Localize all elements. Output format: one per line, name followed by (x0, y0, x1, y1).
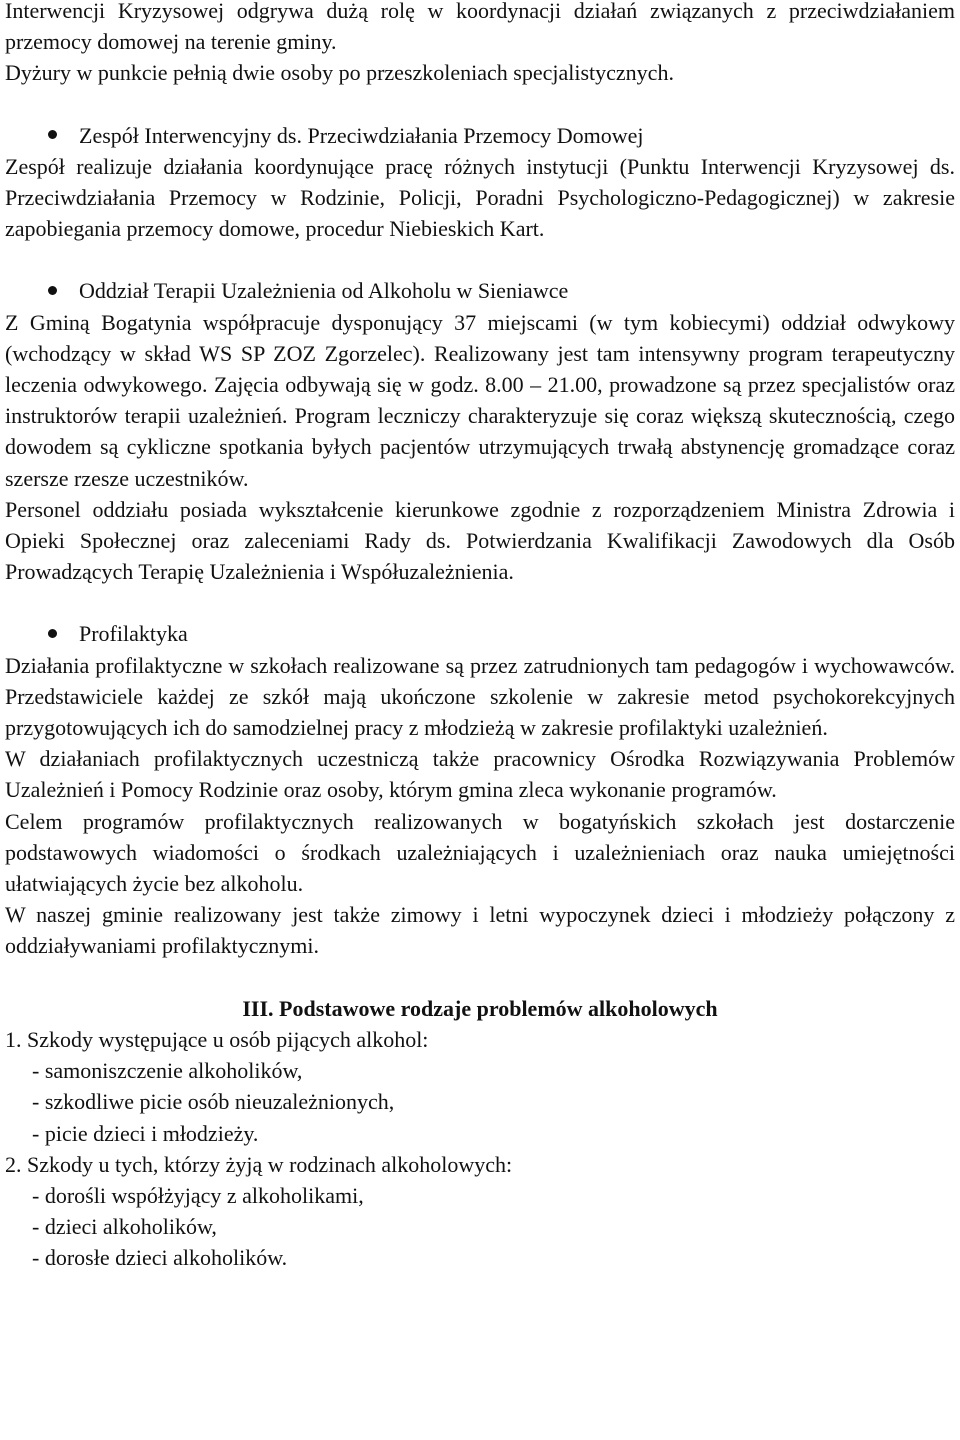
prevention-paragraph-participants: W działaniach profilaktycznych uczestniczą także pracownicy Ośrodka Rozwiązywania Problemów Uzależnień i Pomocy Rodzinie oraz osoby, którym gmina zleca wykonanie programów. (5, 746, 955, 803)
duty-paragraph: Dyżury w punkcie pełnią dwie osoby po przeszkoleniach specjalistycznych. (5, 60, 674, 86)
prevention-paragraph-schools: Działania profilaktyczne w szkołach realizowane są przez zatrudnionych tam pedagogów i wychowawców. Przedstawiciele każdej ze szkół mają ukończone szkolenie w zakresie metod psychokorekcyjnych przygotowujących ich do samodzielnej pracy z młodzieżą w zakresie profilaktyki uzależnień. (5, 652, 955, 741)
spacer (5, 587, 955, 618)
bullet-title: Zespół Interwencyjny ds. Przeciwdziałania Przemocy Domowej (79, 122, 644, 148)
section-heading: III. Podstawowe rodzaje problemów alkoholowych (242, 995, 718, 1021)
sub-list-item: - dzieci alkoholików, (32, 1214, 217, 1240)
list-item: 1. Szkody występujące u osób pijących alkohol: (5, 1026, 429, 1052)
bullet-icon (5, 618, 79, 649)
staff-paragraph: Personel oddziału posiada wykształcenie kierunkowe zgodnie z rozporządzeniem Ministra Zdrowia i Opieki Społecznej oraz zaleceniami Rady ds. Potwierdzania Kwalifikacji Zawodowych dla Osób Prowadzących Terapię Uzależnienia i Współuzależnienia. (5, 496, 955, 585)
bullet-icon (5, 275, 79, 306)
sub-list-item: - szkodliwe picie osób nieuzależnionych, (32, 1089, 395, 1115)
sub-list-item: - dorosłe dzieci alkoholików. (32, 1245, 288, 1271)
sub-list-item: - dorośli współżyjący z alkoholikami, (32, 1182, 364, 1208)
bullet-title: Oddział Terapii Uzależnienia od Alkoholu w Sieniawce (79, 278, 569, 304)
document-page (5, 0, 955, 1274)
bullet-item-therapy-ward (5, 275, 955, 306)
bullet-item-prevention (5, 618, 955, 649)
bullet-title: Profilaktyka (79, 621, 188, 647)
bullet-item-crisis-team (5, 120, 955, 151)
crisis-team-paragraph: Zespół realizuje działania koordynujące pracę różnych instytucji (Punktu Interwencji Kryzysowej ds. Przeciwdziałania Przemocy w Rodzinie, Policji, Poradni Psychologiczno-Pedagogicznej) w zakresie zapobiegania przemocy domowe, procedur Niebieskich Kart. (5, 153, 955, 242)
list-item: 2. Szkody u tych, którzy żyją w rodzinach alkoholowych: (5, 1151, 513, 1177)
spacer (5, 89, 955, 120)
sub-list-item: - picie dzieci i młodzieży. (32, 1120, 259, 1146)
prevention-paragraph-goals: Celem programów profilaktycznych realizowanych w bogatyńskich szkołach jest dostarczenie podstawowych wiadomości o środkach uzależniających i uzależnieniach oraz nauka umiejętności ułatwiających życie bez alkoholu. (5, 808, 955, 897)
spacer (5, 962, 955, 993)
spacer (5, 244, 955, 275)
intro-paragraph: Interwencji Kryzysowej odgrywa dużą rolę w koordynacji działań związanych z przeciwdziałaniem przemocy domowej na terenie gminy. (5, 0, 955, 55)
bullet-icon (5, 120, 79, 151)
sub-list-item: - samoniszczenie alkoholików, (32, 1058, 303, 1084)
prevention-paragraph-holidays: W naszej gminie realizowany jest także zimowy i letni wypoczynek dzieci i młodzieży połączony z oddziaływaniami profilaktycznymi. (5, 902, 955, 959)
therapy-ward-paragraph: Z Gminą Bogatynia współpracuje dysponujący 37 miejscami (w tym kobiecymi) oddział odwykowy (wchodzący w skład WS SP ZOZ Zgorzelec). Realizowany jest tam intensywny program terapeutyczny leczenia odwykowego. Zajęcia odbywają się w godz. 8.00 – 21.00, prowadzone są przez specjalistów oraz instruktorów terapii uzależnień. Program leczniczy charakteryzuje się coraz większą skutecznością, czego dowodem są cykliczne spotkania byłych pacjentów utrzymujących trwałą abstynencję gromadzące coraz szersze rzesze uczestników. (5, 309, 955, 491)
